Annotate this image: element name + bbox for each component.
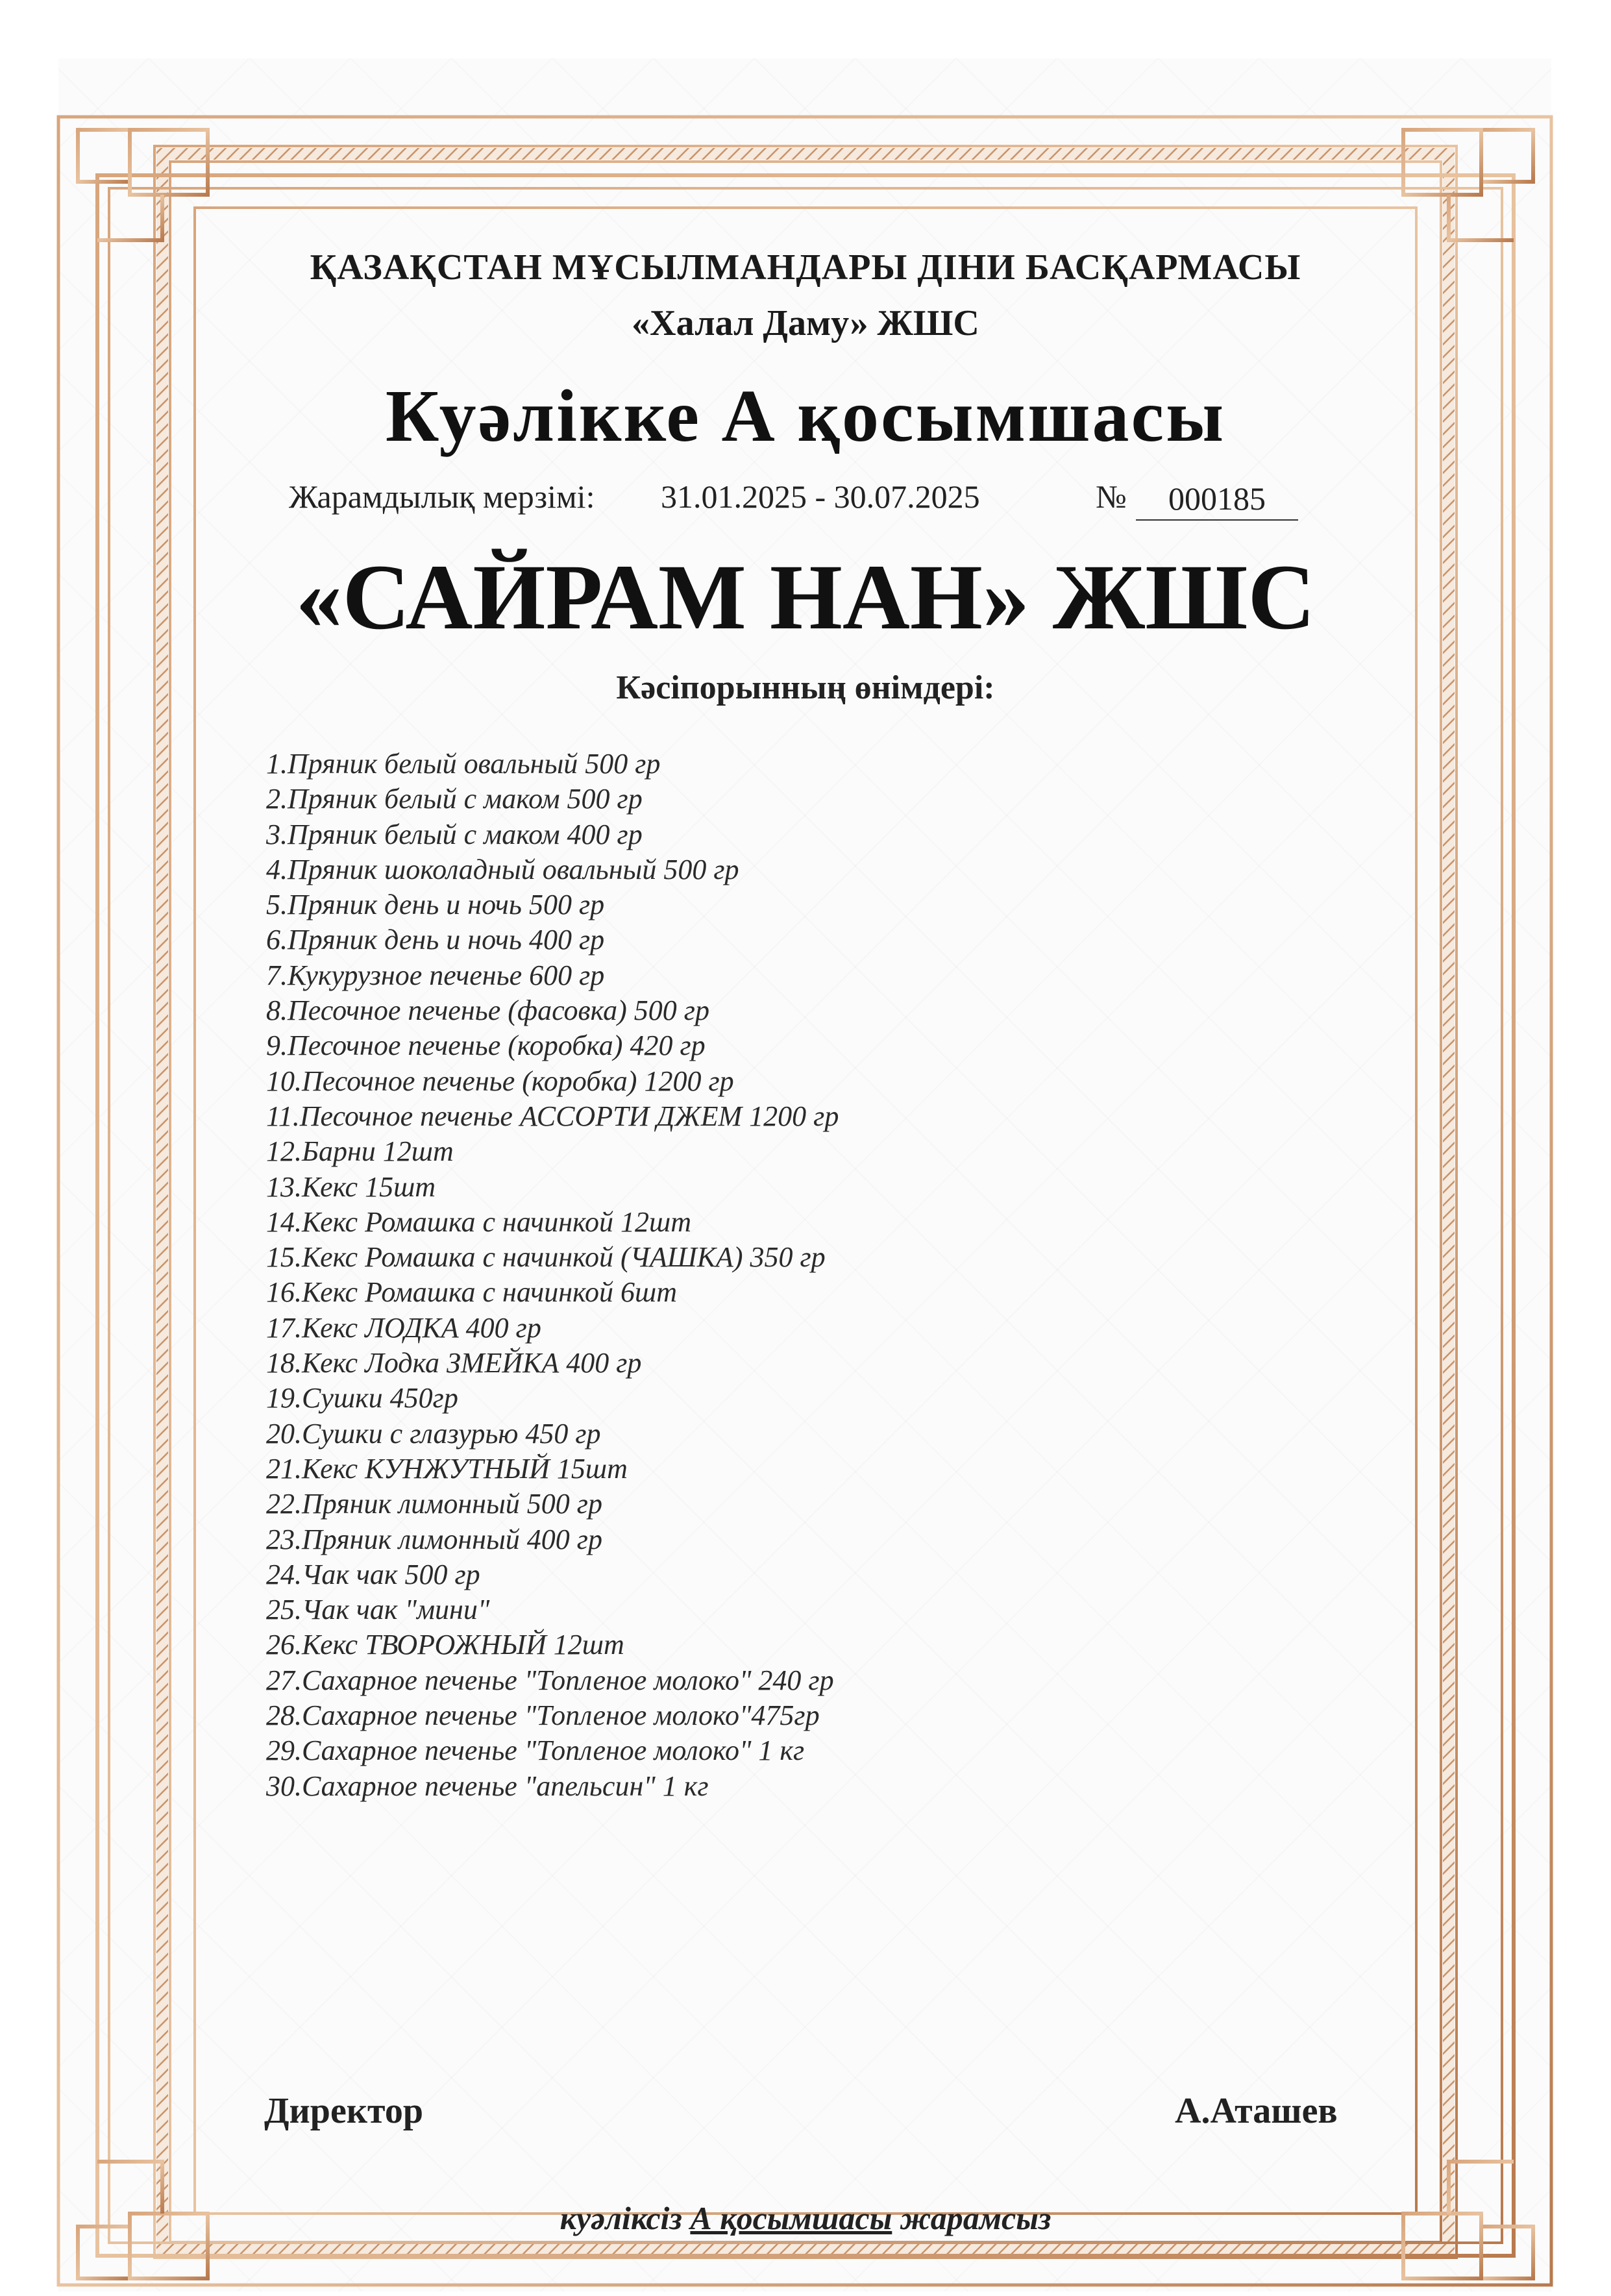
list-item: 13.Кекс 15шт <box>266 1170 436 1203</box>
footer-note-after: жарамсыз <box>892 2200 1051 2236</box>
document-title: Куәлікке А қосымшасы <box>385 375 1226 457</box>
list-item: 30.Сахарное печенье "апельсин" 1 кг <box>266 1770 709 1802</box>
organization-subtitle: «Халал Даму» ЖШС <box>632 303 979 343</box>
list-item: 25.Чак чак "мини" <box>266 1594 490 1626</box>
list-item: 3.Пряник белый с маком 400 гр <box>266 818 643 850</box>
list-item: 29.Сахарное печенье "Топленое молоко" 1 кг <box>266 1734 805 1767</box>
list-item: 10.Песочное печенье (коробка) 1200 гр <box>266 1065 734 1097</box>
number-sign: № <box>1096 478 1127 515</box>
list-item: 8.Песочное печенье (фасовка) 500 гр <box>266 994 709 1027</box>
products-heading: Кәсіпорынның өнімдері: <box>616 669 995 706</box>
list-item: 11.Песочное печенье АССОРТИ ДЖЕМ 1200 гр <box>266 1100 839 1132</box>
list-item: 28.Сахарное печенье "Топленое молоко"475гр <box>266 1699 820 1732</box>
list-item: 24.Чак чак 500 гр <box>266 1558 480 1590</box>
list-item: 5.Пряник день и ночь 500 гр <box>266 889 605 921</box>
organization-title: ҚАЗАҚСТАН МҰСЫЛМАНДАРЫ ДІНИ БАСҚАРМАСЫ <box>310 247 1301 288</box>
list-item: 12.Барни 12шт <box>266 1135 454 1168</box>
signatory-name: А.Аташев <box>1175 2091 1338 2131</box>
list-item: 22.Пряник лимонный 500 гр <box>266 1488 602 1520</box>
list-item: 20.Сушки с глазурью 450 гр <box>266 1417 601 1450</box>
footer-note-before: куәліксіз <box>560 2200 691 2236</box>
list-item: 1.Пряник белый овальный 500 гр <box>266 748 661 780</box>
list-item: 15.Кекс Ромашка с начинкой (ЧАШКА) 350 гр <box>266 1241 826 1274</box>
footer-note-underlined: А қосымшасы <box>690 2200 892 2236</box>
list-item: 23.Пряник лимонный 400 гр <box>266 1523 602 1555</box>
list-item: 9.Песочное печенье (коробка) 420 гр <box>266 1030 706 1062</box>
list-item: 6.Пряник день и ночь 400 гр <box>266 924 605 956</box>
list-item: 4.Пряник шоколадный овальный 500 гр <box>266 853 739 885</box>
list-item: 7.Кукурузное печенье 600 гр <box>266 959 605 991</box>
list-item: 16.Кекс Ромашка с начинкой 6шт <box>266 1276 677 1309</box>
list-item: 27.Сахарное печенье "Топленое молоко" 240 гр <box>266 1664 834 1696</box>
validity-period: 31.01.2025 - 30.07.2025 <box>661 478 980 515</box>
product-list <box>266 747 839 1804</box>
validity-label: Жарамдылық мерзімі: <box>289 478 595 515</box>
signatory-role: Директор <box>264 2091 423 2131</box>
list-item: 19.Сушки 450гр <box>266 1382 458 1414</box>
list-item: 21.Кекс КУНЖУТНЫЙ 15шт <box>266 1452 628 1485</box>
footer-note <box>0 2199 1611 2237</box>
list-item: 26.Кекс ТВОРОЖНЫЙ 12шт <box>266 1629 624 1661</box>
list-item: 18.Кекс Лодка ЗМЕЙКА 400 гр <box>266 1347 642 1379</box>
list-item: 14.Кекс Ромашка с начинкой 12шт <box>266 1205 691 1238</box>
list-item: 17.Кекс ЛОДКА 400 гр <box>266 1311 541 1344</box>
list-item: 2.Пряник белый с маком 500 гр <box>266 783 643 815</box>
certificate-number: 000185 <box>1136 478 1298 521</box>
validity-row <box>289 478 1327 523</box>
company-name: «САЙРАМ НАН» ЖШС <box>295 546 1316 649</box>
